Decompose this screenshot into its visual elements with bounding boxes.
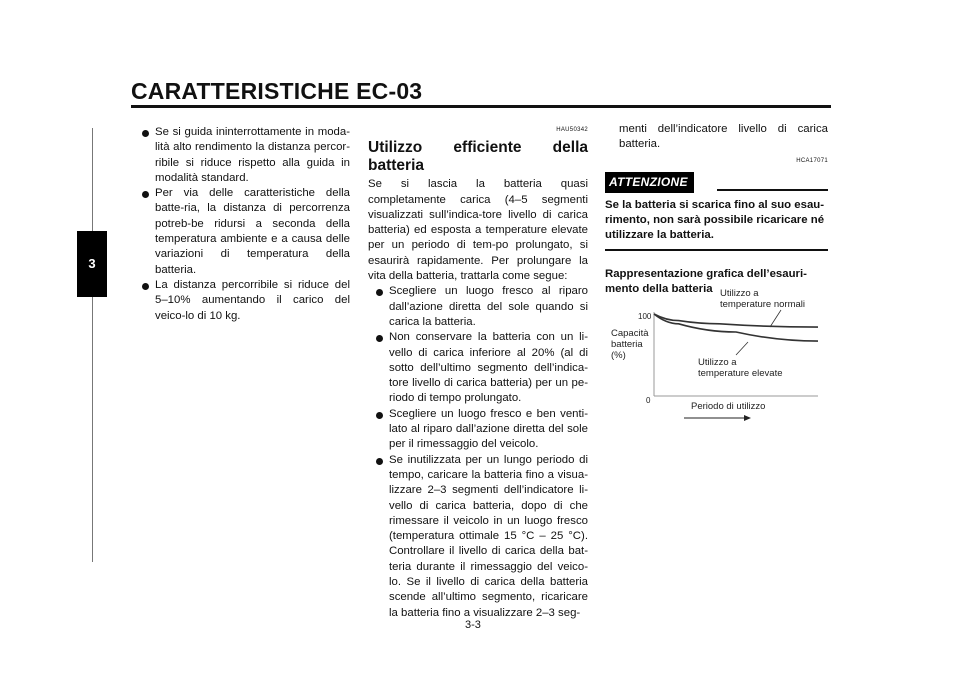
series-label-normal: temperature normali (720, 299, 806, 310)
warning-rule (717, 189, 828, 191)
section-code: HAU50342 (556, 127, 588, 133)
warning-badge: ATTENZIONE (605, 172, 694, 193)
y-axis-label-line: (%) (611, 350, 626, 361)
bullet-item: La distanza percorribile si riduce del 5–10% aumentando il carico del veico-lo di 10 kg. (141, 278, 350, 324)
leader-line-high (736, 342, 748, 355)
column-2 (368, 123, 588, 621)
leader-line-normal (770, 310, 781, 327)
title-rule (131, 105, 831, 108)
series-label-high: temperature elevate (698, 368, 783, 379)
column-1 (141, 125, 350, 324)
bullet-item: Scegliere un luogo fresco al riparo dall’azione diretta del sole quando si carica la batteria. (375, 284, 588, 330)
series-line-normal-temperature (654, 314, 818, 327)
continuation-text: menti dell’indicatore livello di carica batteria. (619, 123, 828, 151)
warning-code: HCA17071 (796, 157, 828, 164)
series-label-normal: Utilizzo a (720, 288, 759, 299)
page-title: CARATTERISTICHE EC-03 (131, 78, 423, 104)
battery-depletion-chart (606, 282, 831, 427)
y-axis-label-line: Capacità (611, 328, 649, 339)
section-intro: Se si lascia la batteria quasi completamente carica (4–5 segmenti visualizzati sull’indica-tore livello di carica batteria) ed esposta a temperature elevate per un periodo di tem-po prolungato, si esaurirà rapidamente. Per prolungare la vita della batteria, trattarla come segue: (368, 178, 588, 283)
x-axis-arrow-head (744, 415, 751, 421)
chapter-divider (92, 128, 93, 562)
warning-header (605, 172, 828, 194)
section-heading: Utilizzo efficiente della batteria (368, 139, 588, 175)
bullet-item: Per via delle caratteristiche della batte-ria, la distanza di percorrenza potreb-be ridursi a seconda della temperatura ambiente e a causa delle variazioni di temperatura della batteria. (141, 186, 350, 278)
y-tick-100: 100 (638, 312, 652, 321)
warning-bottom-rule (605, 249, 828, 251)
warning-text: Se la batteria si scarica fino al suo esau-rimento, non sarà possibile ricaricare né utilizzare la batteria. (605, 198, 825, 242)
series-label-high: Utilizzo a (698, 357, 737, 368)
y-tick-0: 0 (646, 396, 651, 405)
graph-title: Rappresentazione grafica dell’esauri-mento della batteria (605, 267, 807, 296)
bullet-item: Se inutilizzata per un lungo periodo di tempo, caricare la batteria fino a visua-lizzare 2–3 segmenti dell’indicatore li-vello di carica batteria, dopo di che rimessare il veicolo in un luogo fresco (temperatura ottimale 15 °C – 25 °C). Controllare il livello di carica della bat-teria durante il rimessaggio del veico-lo. Se il livello di carica della batteria scende all’ultimo segmento, ricaricare la batteria fino a visualizzare 2–3 seg- (375, 453, 588, 621)
chapter-tab: 3 (77, 231, 107, 297)
column-3 (605, 122, 828, 297)
bullet-item: Se si guida ininterrottamente in moda-lità alto rendimento la distanza percor-ribile si riduce rispetto alla guida in modalità standard. (141, 125, 350, 186)
bullet-item: Non conservare la batteria con un li-vello di carica inferiore al 20% (al di sotto dell’ultimo segmento dell’indica-tore livello di carica batteria) per un pe-riodo di tempo prolungato. (375, 330, 588, 406)
y-axis-label-line: batteria (611, 339, 643, 350)
x-axis-label: Periodo di utilizzo (691, 401, 766, 412)
page-number: 3-3 (465, 619, 481, 631)
bullet-item: Scegliere un luogo fresco e ben venti-lato al riparo dall’azione diretta del sole per il rimessaggio del veicolo. (375, 407, 588, 453)
